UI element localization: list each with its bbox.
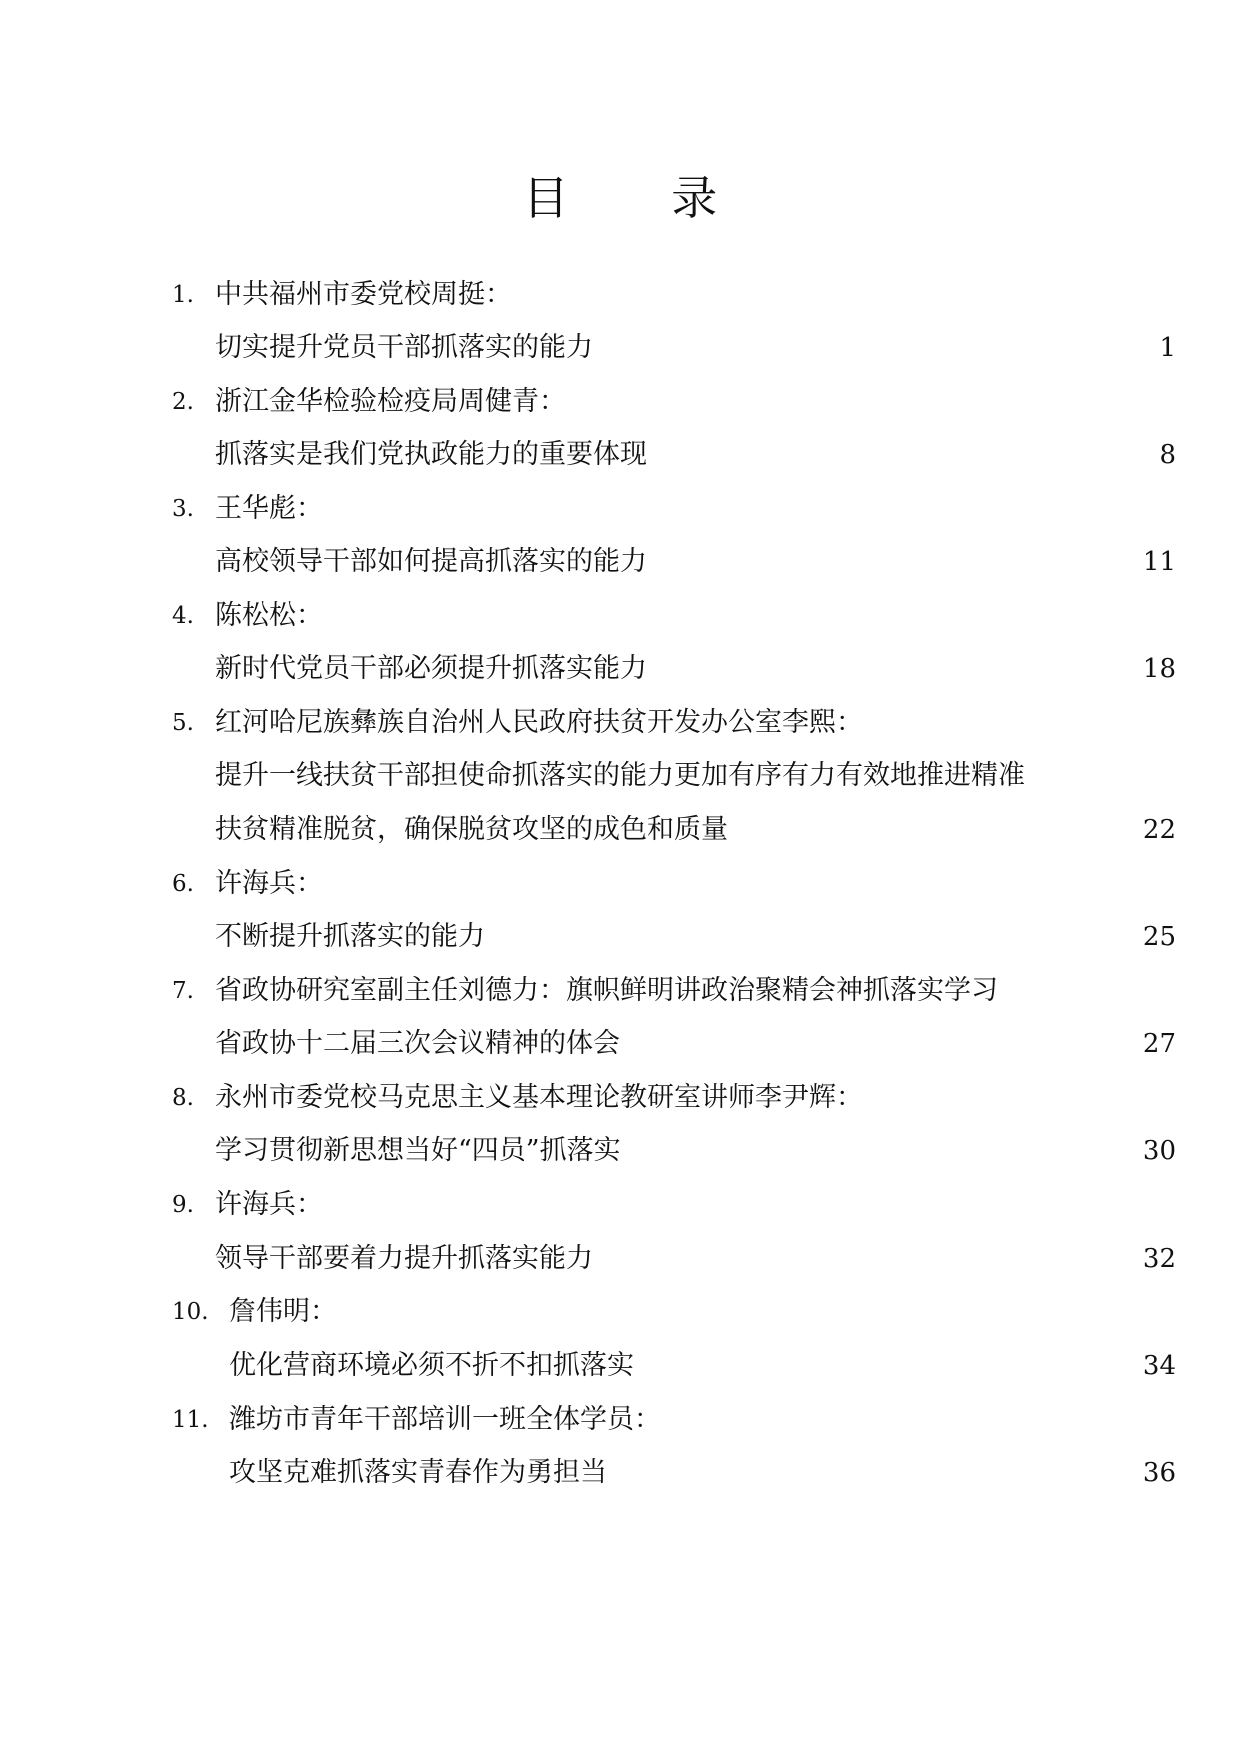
toc-entry-title[interactable]: 省政协十二届三次会议精神的体会 [215, 1028, 620, 1059]
toc-entry-number: 6. [172, 871, 194, 897]
toc-entry-page-number: 11 [1142, 547, 1176, 577]
toc-entry-number: 9. [172, 1192, 194, 1218]
toc-entry-title[interactable]: 优化营商环境必须不折不扣抓落实 [229, 1350, 634, 1381]
toc-entry-number: 3. [172, 496, 194, 522]
toc-entry-page-number: 22 [1142, 815, 1176, 845]
page-title: 目 录 [522, 171, 762, 225]
toc-entry-page-number: 1 [1159, 333, 1176, 363]
toc-entry-page-number: 18 [1142, 654, 1176, 684]
toc-entry-author[interactable]: 詹伟明： [229, 1296, 337, 1327]
toc-entry-number: 10. [172, 1299, 209, 1325]
toc-entry-page-number: 30 [1142, 1136, 1176, 1166]
toc-entry-title[interactable]: 学习贯彻新思想当好“四员”抓落实 [215, 1135, 621, 1166]
toc-entry-author[interactable]: 中共福州市委党校周挺： [215, 279, 512, 310]
toc-entry-title[interactable]: 攻坚克难抓落实青春作为勇担当 [229, 1457, 607, 1488]
toc-entry-title[interactable]: 不断提升抓落实的能力 [215, 921, 485, 952]
toc-entry-page-number: 36 [1142, 1458, 1176, 1488]
toc-entry-number: 4. [172, 603, 194, 629]
toc-entry-page-number: 27 [1142, 1029, 1176, 1059]
toc-entry-author[interactable]: 浙江金华检验检疫局周健青： [215, 386, 566, 417]
toc-entry-number: 5. [172, 710, 194, 736]
toc-entry-title[interactable]: 领导干部要着力提升抓落实能力 [215, 1243, 593, 1274]
toc-entry-number: 8. [172, 1085, 194, 1111]
toc-entry-author[interactable]: 许海兵： [215, 1189, 323, 1220]
toc-entry-author[interactable]: 红河哈尼族彝族自治州人民政府扶贫开发办公室李熙： [215, 707, 863, 738]
toc-entry-author[interactable]: 潍坊市青年干部培训一班全体学员： [229, 1404, 661, 1435]
toc-entry-page-number: 34 [1142, 1351, 1176, 1381]
toc-entry-title[interactable]: 扶贫精准脱贫，确保脱贫攻坚的成色和质量 [215, 814, 728, 845]
toc-entry-title[interactable]: 高校领导干部如何提高抓落实的能力 [215, 546, 647, 577]
toc-entry-page-number: 32 [1142, 1244, 1176, 1274]
toc-entry-page-number: 8 [1159, 440, 1176, 470]
toc-entry-title[interactable]: 抓落实是我们党执政能力的重要体现 [215, 439, 647, 470]
toc-entry-title[interactable]: 提升一线扶贫干部担使命抓落实的能力更加有序有力有效地推进精准 [215, 760, 1025, 791]
toc-entry-number: 1. [172, 282, 194, 308]
toc-entry-author[interactable]: 永州市委党校马克思主义基本理论教研室讲师李尹辉： [215, 1082, 863, 1113]
toc-entry-number: 7. [172, 978, 194, 1004]
toc-entry-number: 2. [172, 389, 194, 415]
toc-entry-page-number: 25 [1142, 922, 1176, 952]
toc-entry-title[interactable]: 切实提升党员干部抓落实的能力 [215, 332, 593, 363]
toc-entry-author[interactable]: 许海兵： [215, 868, 323, 899]
toc-entry-author[interactable]: 王华彪： [215, 493, 323, 524]
toc-entry-title[interactable]: 新时代党员干部必须提升抓落实能力 [215, 653, 647, 684]
toc-entry-author[interactable]: 省政协研究室副主任刘德力：旗帜鲜明讲政治聚精会神抓落实学习 [215, 975, 998, 1006]
toc-entry-author[interactable]: 陈松松： [215, 600, 323, 631]
toc-entry-number: 11. [172, 1407, 209, 1433]
